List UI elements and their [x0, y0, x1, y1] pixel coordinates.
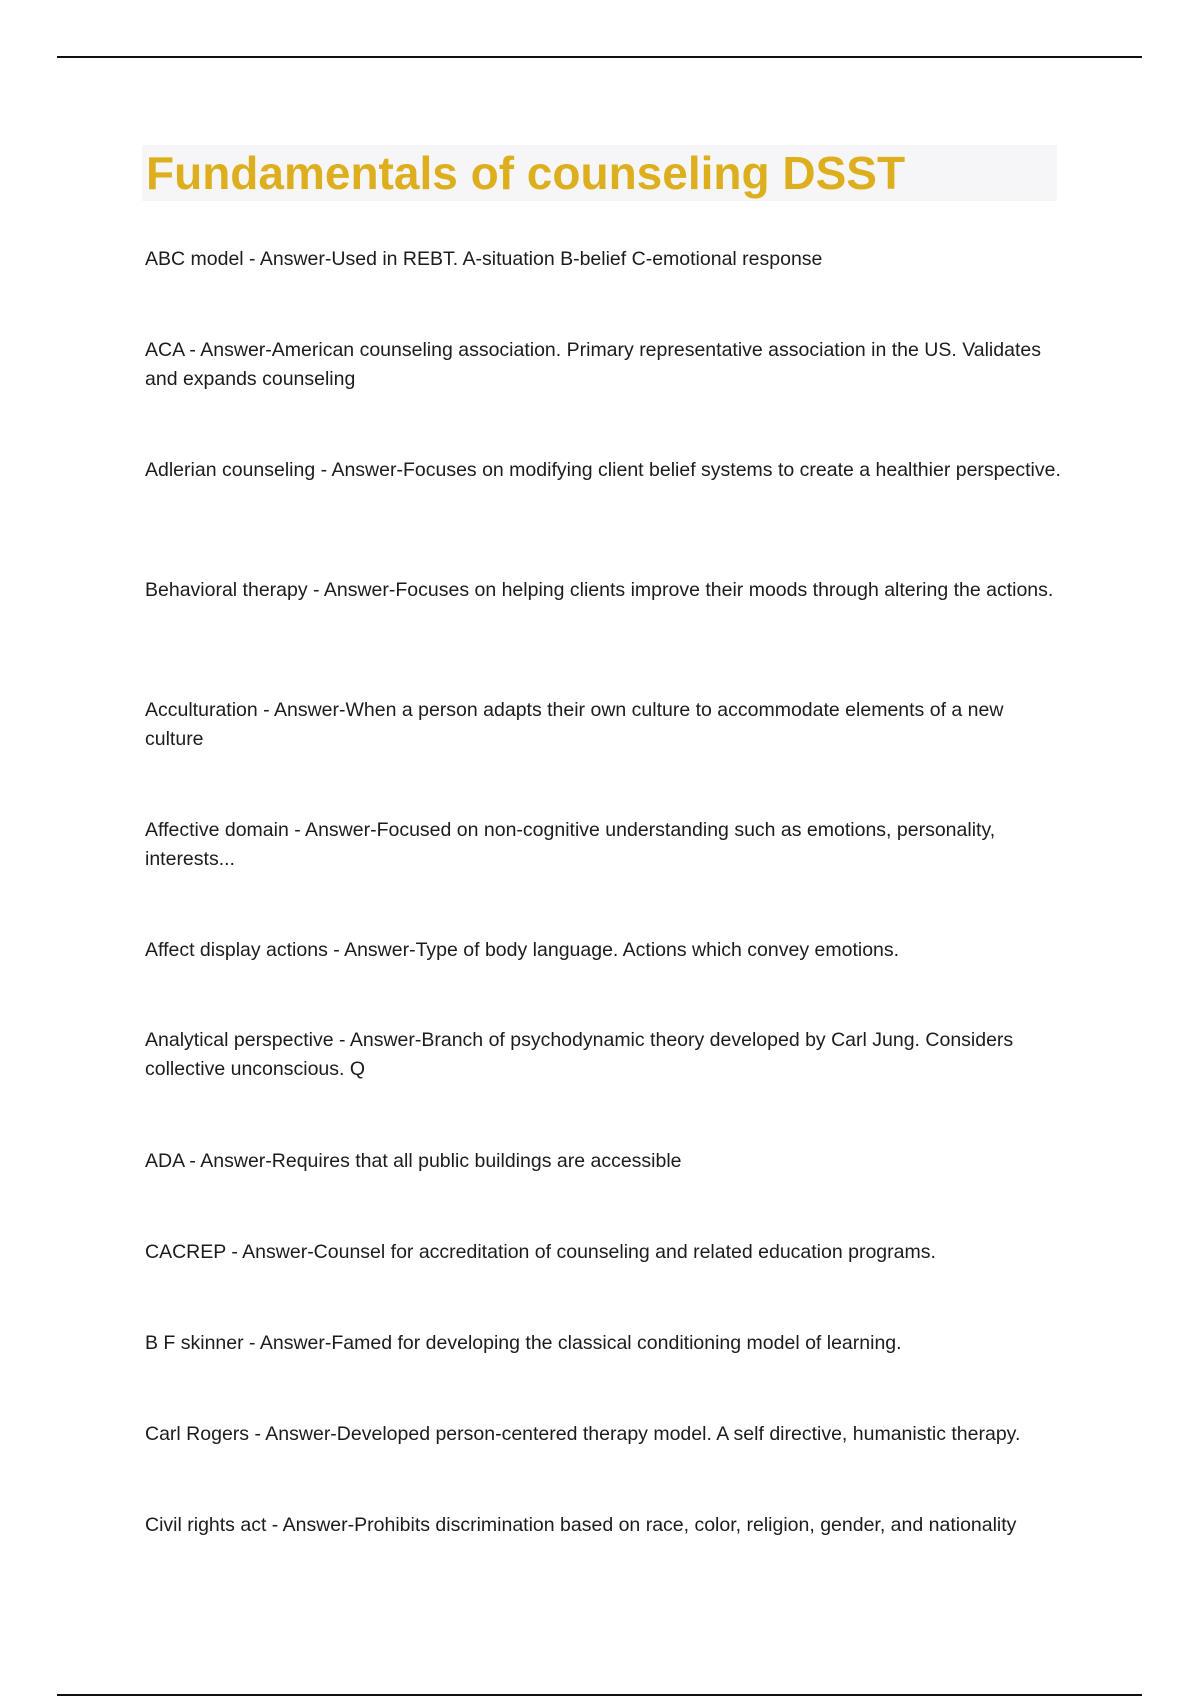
- entry-behavioral-therapy: Behavioral therapy - Answer-Focuses on helping clients improve their moods through altering the actions.: [145, 579, 1054, 601]
- entry-analytical-perspective: Analytical perspective - Answer-Branch of psychodynamic theory developed by Carl Jung. Considers collective unconscious. Q: [145, 1029, 1014, 1080]
- bottom-divider: [57, 1694, 1142, 1696]
- top-divider: [57, 56, 1142, 58]
- entry-bf-skinner: B F skinner - Answer-Famed for developing the classical conditioning model of learning.: [145, 1332, 902, 1354]
- entry-acculturation: Acculturation - Answer-When a person adapts their own culture to accommodate elements of a new culture: [145, 699, 1004, 750]
- entry-ada: ADA - Answer-Requires that all public buildings are accessible: [145, 1150, 682, 1172]
- entry-adlerian-counseling: Adlerian counseling - Answer-Focuses on modifying client belief systems to create a healthier perspective.: [145, 459, 1061, 481]
- entry-aca: ACA - Answer-American counseling association. Primary representative association in the US. Validates and expands counseling: [145, 339, 1041, 390]
- entry-abc-model: ABC model - Answer-Used in REBT. A-situation B-belief C-emotional response: [145, 248, 823, 270]
- entry-carl-rogers: Carl Rogers - Answer-Developed person-centered therapy model. A self directive, humanistic therapy.: [145, 1423, 1021, 1445]
- page-title: Fundamentals of counseling DSST: [146, 147, 906, 199]
- entry-civil-rights-act: Civil rights act - Answer-Prohibits discrimination based on race, color, religion, gender, and nationality: [145, 1514, 1017, 1536]
- entry-affective-domain: Affective domain - Answer-Focused on non-cognitive understanding such as emotions, personality, interests...: [145, 819, 996, 870]
- entry-cacrep: CACREP - Answer-Counsel for accreditation of counseling and related education programs.: [145, 1241, 936, 1263]
- entry-affect-display-actions: Affect display actions - Answer-Type of body language. Actions which convey emotions.: [145, 939, 900, 961]
